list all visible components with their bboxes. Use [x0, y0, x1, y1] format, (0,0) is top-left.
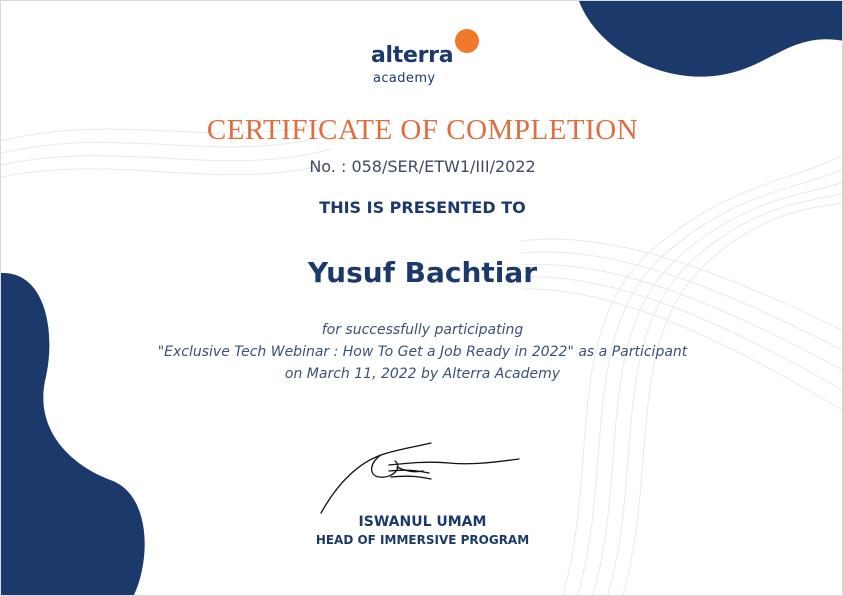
- top-right-blob: [579, 1, 843, 77]
- recipient-name: Yusuf Bachtiar: [307, 256, 538, 289]
- signatory-name: ISWANUL UMAM: [358, 514, 487, 530]
- certificate-title: CERTIFICATE OF COMPLETION: [206, 114, 639, 146]
- logo-subtitle: academy: [373, 71, 436, 86]
- logo-wordmark: alterra: [371, 43, 454, 68]
- description-line: "Exclusive Tech Webinar : How To Get a Job Ready in 2022" as a Participant: [157, 344, 688, 360]
- description-line: for successfully participating: [321, 322, 524, 338]
- presented-to-label: THIS IS PRESENTED TO: [319, 198, 526, 217]
- brand-logo: [371, 29, 491, 89]
- description-line: on March 11, 2022 by Alterra Academy: [284, 366, 561, 382]
- certificate-number: No. : 058/SER/ETW1/III/2022: [309, 157, 536, 176]
- signature-icon: [319, 441, 529, 521]
- logo-dot-icon: [455, 29, 479, 53]
- signatory-role: HEAD OF IMMERSIVE PROGRAM: [315, 533, 530, 547]
